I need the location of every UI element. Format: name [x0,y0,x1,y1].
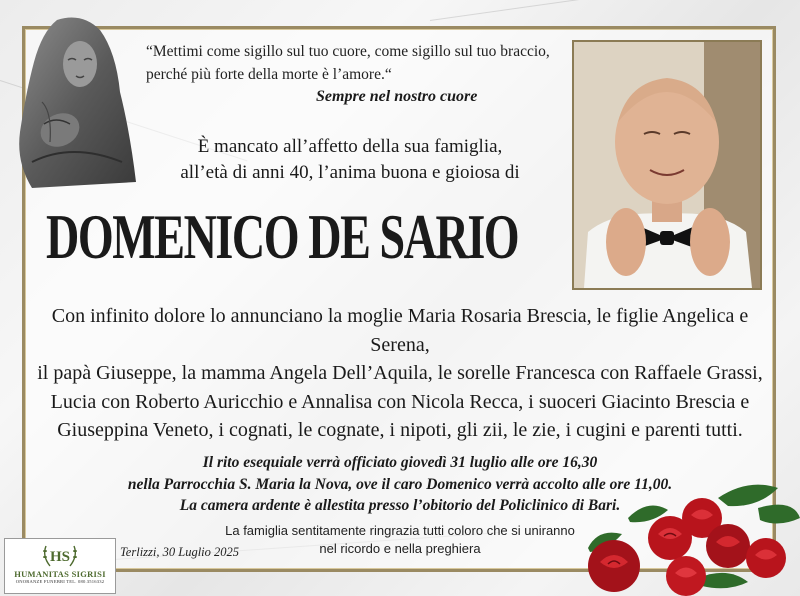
quote-line: “Mettimi come sigillo sul tuo cuore, come sigillo sul tuo braccio, [146,43,550,60]
family-announcement [28,302,772,445]
intro-text [140,134,560,186]
family-line: Con infinito dolore lo annunciano la moglie Maria Rosaria Brescia, le figlie Angelica e Serena, [51,305,749,356]
intro-line: all’età di anni 40, l’anima buona e gioiosa di [180,162,520,183]
funeral-line: La camera ardente è allestita presso l’obitorio del Policlinico di Bari. [179,497,621,514]
family-line: il papà Giuseppe, la mamma Angela Dell’Aquila, le sorelle Francesca con Raffaele Grassi, [37,362,763,384]
thanks-line: La famiglia sentitamente ringrazia tutti coloro che si uniranno [225,523,575,538]
portrait-photo [572,40,762,290]
rose [746,538,786,578]
rose [706,524,750,568]
funeral-line: Il rito esequiale verrà officiato giovedì 31 luglio alle ore 16,30 [202,454,598,471]
family-line: Lucia con Roberto Auricchio e Annalisa con Nicola Recca, i suoceri Giacinto Brescia e [50,390,750,413]
quote-block [146,40,566,86]
marble-vein [430,0,727,21]
place-date: Terlizzi, 30 Luglio 2025 [120,545,240,559]
laurel-monogram-icon [40,542,80,568]
pieta-statue-icon [12,12,138,192]
funeral-home-subtitle: ONORANZE FUNEBRI TEL. 080.3516332 [15,579,105,584]
quote-signature: Sempre nel nostro cuore [316,88,478,105]
funeral-home-logo [4,538,116,594]
funeral-home-name: HUMANITAS SIGRISI [14,569,106,579]
red-roses-icon [578,478,800,596]
intro-line: È mancato all’affetto della sua famiglia, [197,136,503,157]
rose [588,540,640,592]
thanks-note [200,522,600,558]
funeral-line: nella Parrocchia S. Maria la Nova, ove il caro Domenico verrà accolto alle ore 11,00. [127,475,673,493]
rose [666,556,706,596]
thanks-line: nel ricordo e nella preghiera [319,541,481,556]
quote-line: perché più forte della morte è l’amore.“ [146,66,392,83]
logo-monogram: HS [49,549,71,565]
portrait-illustration [574,42,760,288]
deceased-name: DOMENICO DE SARIO [46,201,519,272]
family-line: Giuseppina Veneto, i cognati, le cognate, i nipoti, gli zii, le zie, i cugini e parenti tutti. [57,419,743,441]
